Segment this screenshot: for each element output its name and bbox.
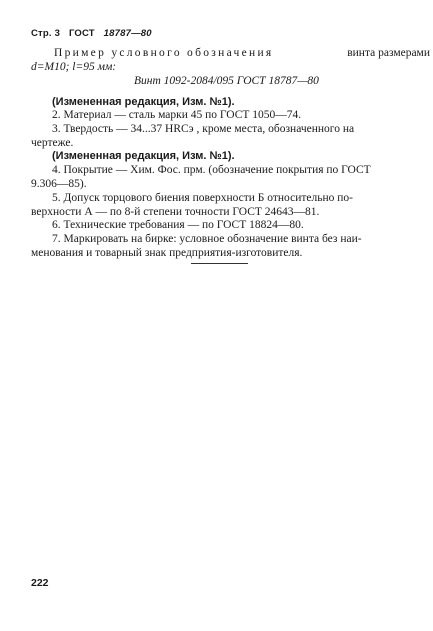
item-3-hardness-line1: 3. Твердость — 34...37 HRCэ , кроме места, обозначенного на <box>52 123 355 135</box>
item-5-runout-line2: верхности А — по 8-й степени точности ГОСТ 24643—81. <box>31 206 320 218</box>
item-2-material: 2. Материал — сталь марки 45 по ГОСТ 1050—74. <box>52 109 302 121</box>
item-5-runout-line1: 5. Допуск торцового биения поверхности Б относительно по- <box>52 192 353 204</box>
standard-number: 18787—80 <box>103 28 152 39</box>
page-label: Стр. 3 <box>31 28 61 39</box>
item-3-hardness-line2: чертеже. <box>31 137 74 149</box>
item-4-coating-line1: 4. Покрытие — Хим. Фос. прм. (обозначение покрытия по ГОСТ <box>52 164 371 176</box>
revision-note-2: (Измененная редакция, Изм. №1). <box>52 150 235 162</box>
example-size-line: d=M10; l=95 мм: <box>31 61 117 73</box>
page-number: 222 <box>31 577 49 589</box>
example-designation: Винт 1092-2084/095 ГОСТ 18787—80 <box>134 75 319 87</box>
example-heading-rest: винта размерами <box>347 47 430 59</box>
standard-label: ГОСТ <box>68 28 95 39</box>
example-heading-line <box>54 47 430 60</box>
item-4-coating-line2: 9.306—85). <box>31 178 87 190</box>
item-7-marking-line1: 7. Маркировать на бирке: условное обозначение винта без наи- <box>52 233 362 245</box>
example-heading: Пример условного обозначения <box>54 47 274 59</box>
page-header <box>31 28 152 39</box>
revision-note-1: (Измененная редакция, Изм. №1). <box>52 96 235 108</box>
end-rule <box>191 263 248 264</box>
item-7-marking-line2: менования и товарный знак предприятия-изготовителя. <box>31 247 303 259</box>
item-6-requirements: 6. Технические требования — по ГОСТ 18824—80. <box>52 219 304 231</box>
